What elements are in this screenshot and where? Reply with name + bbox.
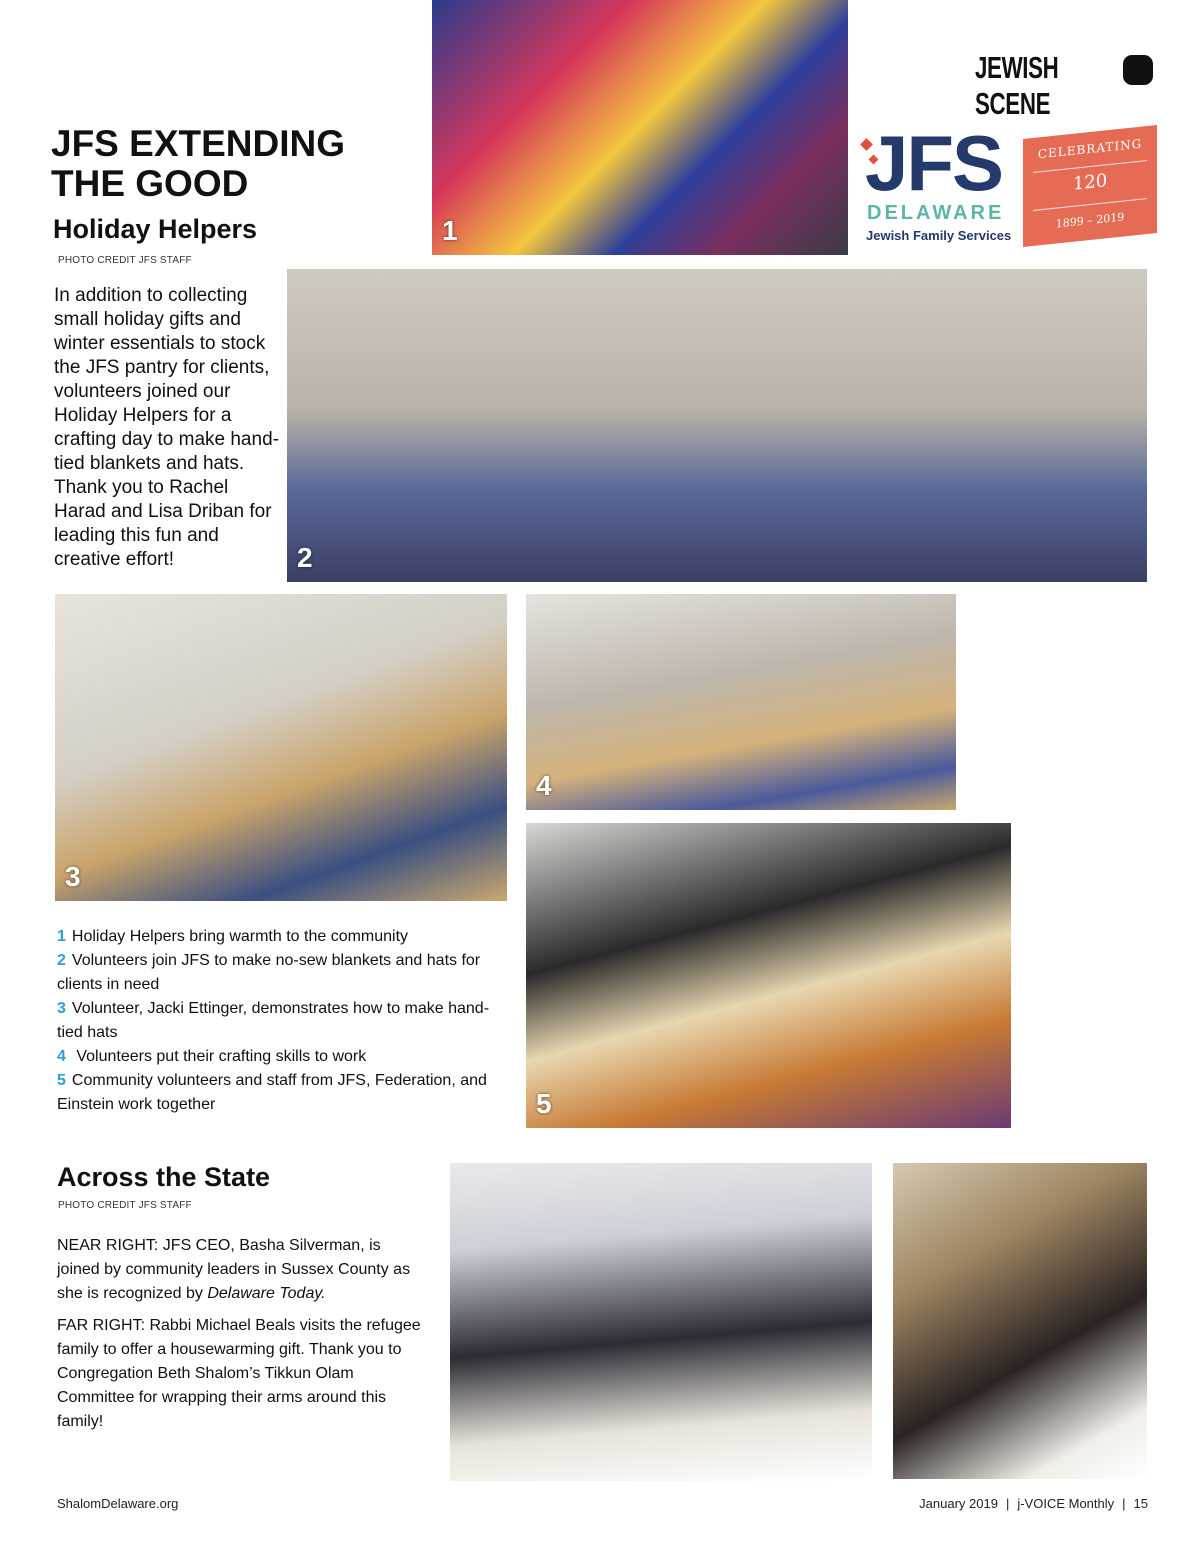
footer-website: ShalomDelaware.org — [57, 1496, 179, 1511]
caption-text: Holiday Helpers bring warmth to the community — [71, 928, 409, 945]
jfs-logo — [860, 119, 1160, 248]
footer-publication: j-VOICE Monthly — [1017, 1496, 1115, 1511]
caption-item — [57, 949, 507, 997]
photo-blankets-pile — [432, 0, 848, 255]
footer-date: January 2019 — [919, 1496, 998, 1511]
footer-separator: | — [1122, 1496, 1126, 1511]
photo-refugee-family-visit — [893, 1163, 1147, 1479]
across-state-body — [57, 1234, 427, 1442]
caption-number: 1 — [57, 928, 66, 945]
holiday-helpers-heading: Holiday Helpers — [53, 214, 258, 244]
photo-captions — [57, 925, 507, 1117]
caption-text: Volunteers join JFS to make no-sew blankets and hats for clients in need — [57, 952, 481, 993]
near-right-text: NEAR RIGHT: JFS CEO, Basha Silverman, is joined by community leaders in Sussex County as she is recognized by — [57, 1237, 411, 1302]
caption-number: 2 — [57, 952, 66, 969]
ribbon-years: 1899 – 2019 — [1055, 210, 1125, 231]
holiday-helpers-body: In addition to collecting small holiday gifts and winter essentials to stock the JFS pantry for clients, volunteers joined our Holiday Helpers for a crafting day to make hand-tied blankets and hats. Thank you to Rachel Harad and Lisa Driban for leading this fun and creative effort! — [54, 285, 279, 570]
caption-text: Community volunteers and staff from JFS, Federation, and Einstein work together — [57, 1072, 487, 1113]
section-marker — [1123, 55, 1153, 85]
caption-item — [57, 1045, 507, 1069]
footer-page-number: 15 — [1133, 1496, 1148, 1511]
photo-credit: PHOTO CREDIT JFS STAFF — [58, 1200, 192, 1211]
across-state-heading: Across the State — [57, 1162, 271, 1192]
photo-volunteers-group — [287, 269, 1147, 582]
photo-credit: PHOTO CREDIT JFS STAFF — [58, 255, 192, 266]
section-label: JEWISH SCENE — [975, 50, 1059, 121]
near-right-caption — [57, 1234, 427, 1306]
caption-number: 5 — [57, 1072, 66, 1089]
photo-number: 1 — [442, 215, 458, 246]
photo-number: 2 — [297, 542, 313, 573]
anniversary-ribbon — [1023, 125, 1157, 247]
caption-text: Volunteer, Jacki Ettinger, demonstrates how to make hand-tied hats — [57, 1000, 490, 1041]
photo-sussex-county-leaders — [450, 1163, 872, 1481]
logo-org-name: Jewish Family Services — [866, 228, 1012, 243]
near-right-publication: Delaware Today. — [207, 1285, 326, 1302]
page-title: JFS EXTENDING THE GOOD — [51, 123, 345, 204]
photo-number: 4 — [536, 770, 552, 801]
footer-issue-info — [919, 1496, 1148, 1511]
caption-text: Volunteers put their crafting skills to work — [71, 1048, 367, 1065]
caption-number: 4 — [57, 1048, 66, 1065]
photo-crafting-table — [526, 594, 956, 810]
caption-item — [57, 925, 507, 949]
caption-number: 3 — [57, 1000, 66, 1017]
photo-community-volunteers — [526, 823, 1011, 1128]
far-right-caption: FAR RIGHT: Rabbi Michael Beals visits the refugee family to offer a housewarming gift. Thank you to Congregation Beth Shalom’s Tikkun Olam Committee for wrapping their arms around this family! — [57, 1317, 421, 1430]
photo-hat-demonstration — [55, 594, 507, 901]
ribbon-celebrating: CELEBRATING — [1037, 136, 1143, 162]
ribbon-anniversary: 120 — [1072, 170, 1108, 195]
photo-number: 3 — [65, 861, 81, 892]
footer-separator: | — [1005, 1496, 1010, 1511]
photo-number: 5 — [536, 1088, 552, 1119]
logo-region: DELAWARE — [867, 202, 1005, 224]
caption-item — [57, 997, 507, 1045]
logo-wordmark: JFS — [865, 119, 1003, 207]
caption-item — [57, 1069, 507, 1117]
